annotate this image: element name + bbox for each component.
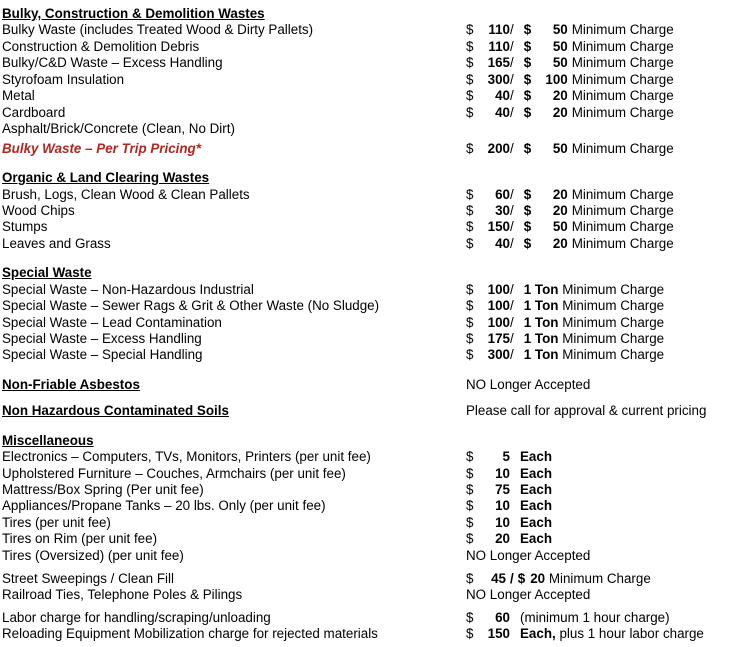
list-item xyxy=(2,202,674,219)
status-note: NO Longer Accepted xyxy=(466,377,591,392)
minimum-label: Minimum Charge xyxy=(562,315,665,330)
price-amount: 10 xyxy=(495,466,510,481)
minimum-label: Minimum Charge xyxy=(571,141,674,156)
dollar-sign: $ xyxy=(466,187,474,202)
dollar-sign: $ xyxy=(466,282,474,297)
price-amount: 200 xyxy=(487,141,510,156)
item-label: Metal xyxy=(2,88,35,103)
list-item-trip-pricing xyxy=(2,140,674,157)
list-item xyxy=(2,547,591,564)
slash: / xyxy=(510,331,514,346)
asbestos-row xyxy=(2,376,591,393)
minimum-label: Minimum Charge xyxy=(571,88,674,103)
unit-label: Each xyxy=(520,466,553,481)
dollar-sign: $ xyxy=(466,236,474,251)
price-amount: 165 xyxy=(487,55,510,70)
price-amount: 110 xyxy=(488,22,510,37)
slash: / xyxy=(510,236,514,251)
slash: / xyxy=(510,88,514,103)
price-note: (minimum 1 hour charge) xyxy=(520,610,670,625)
list-item xyxy=(2,609,670,626)
dollar-sign: $ xyxy=(466,88,474,103)
minimum-amount: 20 xyxy=(552,203,568,218)
list-item xyxy=(2,21,674,38)
unit-label: Each xyxy=(520,449,553,464)
price-amount: 40 xyxy=(495,236,510,251)
price-amount: 10 xyxy=(495,498,510,513)
dollar-sign: $ xyxy=(523,22,532,37)
price-amount: 100 xyxy=(487,315,510,330)
item-label: Asphalt/Brick/Concrete (Clean, No Dirt) xyxy=(2,121,235,136)
dollar-sign: $ xyxy=(466,449,474,464)
price-amount: 100 xyxy=(487,282,510,297)
status-note: NO Longer Accepted xyxy=(466,548,591,563)
slash: / xyxy=(510,105,514,120)
minimum-amount: 20 xyxy=(552,236,568,251)
list-item xyxy=(2,570,651,587)
list-item xyxy=(2,297,665,314)
item-label: Special Waste – Special Handling xyxy=(2,347,203,362)
price-amount: 300 xyxy=(487,347,510,362)
item-label: Tires on Rim (per unit fee) xyxy=(2,531,158,546)
minimum-amount: 50 xyxy=(552,22,568,37)
item-label: Special Waste – Non-Hazardous Industrial xyxy=(2,282,254,297)
unit-label: Each xyxy=(520,482,553,497)
price-amount: 75 xyxy=(495,482,510,497)
item-label: Bulky/C&D Waste – Excess Handling xyxy=(2,55,223,70)
slash: / xyxy=(510,315,514,330)
slash: / xyxy=(510,219,514,234)
dollar-sign: $ xyxy=(466,219,474,234)
minimum-label: Minimum Charge xyxy=(571,236,674,251)
dollar-sign: $ xyxy=(523,105,532,120)
dollar-sign: $ xyxy=(466,347,474,362)
minimum-label: Minimum Charge xyxy=(562,282,665,297)
dollar-sign: $ xyxy=(466,72,474,87)
minimum-label: Minimum Charge xyxy=(562,298,665,313)
minimum-ton: 1 Ton xyxy=(523,331,559,346)
item-label: Brush, Logs, Clean Wood & Clean Pallets xyxy=(2,187,250,202)
minimum-amount: 20 xyxy=(552,88,568,103)
slash: / xyxy=(510,571,514,586)
price-amount: 175 xyxy=(487,331,510,346)
slash: / xyxy=(510,187,514,202)
dollar-sign: $ xyxy=(466,105,474,120)
price-amount: 60 xyxy=(495,610,510,625)
list-item xyxy=(2,71,674,88)
item-label: Wood Chips xyxy=(2,203,75,218)
price-amount: 20 xyxy=(495,531,510,546)
status-note: Please call for approval & current pricing xyxy=(466,403,707,418)
minimum-amount: 20 xyxy=(552,187,568,202)
list-item xyxy=(2,218,674,235)
dollar-sign: $ xyxy=(466,466,474,481)
dollar-sign: $ xyxy=(466,39,474,54)
list-item xyxy=(2,448,553,465)
minimum-ton: 1 Ton xyxy=(523,347,559,362)
dollar-sign: $ xyxy=(523,219,532,234)
minimum-label: Minimum Charge xyxy=(571,219,674,234)
dollar-sign: $ xyxy=(466,610,474,625)
minimum-amount: 50 xyxy=(552,141,568,156)
minimum-label: Minimum Charge xyxy=(562,347,665,362)
price-amount: 100 xyxy=(487,298,510,313)
price-note: plus 1 hour labor charge xyxy=(559,626,704,641)
slash: / xyxy=(510,39,514,54)
dollar-sign: $ xyxy=(523,187,532,202)
minimum-ton: 1 Ton xyxy=(523,315,559,330)
item-label: Stumps xyxy=(2,219,48,234)
price-amount: 150 xyxy=(487,626,510,641)
list-item xyxy=(2,514,553,531)
list-item xyxy=(2,346,665,363)
item-label: Leaves and Grass xyxy=(2,236,111,251)
section-heading-asbestos: Non-Friable Asbestos xyxy=(2,377,140,392)
minimum-label: Minimum Charge xyxy=(571,105,674,120)
unit-label: Each xyxy=(520,515,553,530)
list-item xyxy=(2,38,674,55)
item-label: Street Sweepings / Clean Fill xyxy=(2,571,174,586)
item-label: Styrofoam Insulation xyxy=(2,72,125,87)
list-item xyxy=(2,186,674,203)
unit-label: Each xyxy=(520,498,553,513)
dollar-sign: $ xyxy=(466,331,474,346)
price-amount: 10 xyxy=(495,515,510,530)
soils-row xyxy=(2,402,707,419)
list-item xyxy=(2,530,553,547)
item-label: Reloading Equipment Mobilization charge for rejected materials xyxy=(2,626,378,641)
dollar-sign: $ xyxy=(523,55,532,70)
dollar-sign: $ xyxy=(523,203,532,218)
list-item xyxy=(2,87,674,104)
slash: / xyxy=(510,298,514,313)
item-label: Railroad Ties, Telephone Poles & Pilings xyxy=(2,587,243,602)
unit-label: Each, xyxy=(520,626,556,641)
dollar-sign: $ xyxy=(523,72,532,87)
dollar-sign: $ xyxy=(523,141,532,156)
item-label: Special Waste – Sewer Rags & Grit & Other Waste (No Sludge) xyxy=(2,298,380,313)
item-label: Cardboard xyxy=(2,105,66,120)
slash: / xyxy=(510,72,514,87)
item-label: Mattress/Box Spring (Per unit fee) xyxy=(2,482,204,497)
minimum-amount: 50 xyxy=(552,55,568,70)
minimum-label: Minimum Charge xyxy=(548,571,651,586)
unit-label: Each xyxy=(520,531,553,546)
section-heading-soils: Non Hazardous Contaminated Soils xyxy=(2,403,229,418)
list-item xyxy=(2,586,591,603)
slash: / xyxy=(510,282,514,297)
minimum-label: Minimum Charge xyxy=(571,203,674,218)
item-label: Tires (Oversized) (per unit fee) xyxy=(2,548,184,563)
price-amount: 150 xyxy=(487,219,510,234)
section-heading-misc: Miscellaneous xyxy=(2,433,94,448)
minimum-label: Minimum Charge xyxy=(571,39,674,54)
list-item xyxy=(2,625,704,642)
item-label: Special Waste – Excess Handling xyxy=(2,331,202,346)
price-amount: 300 xyxy=(487,72,510,87)
dollar-sign: $ xyxy=(466,203,474,218)
price-amount: 40 xyxy=(495,105,510,120)
slash: / xyxy=(510,203,514,218)
dollar-sign: $ xyxy=(466,315,474,330)
dollar-sign: $ xyxy=(466,55,474,70)
minimum-label: Minimum Charge xyxy=(571,55,674,70)
price-amount: 60 xyxy=(495,187,510,202)
price-amount: 5 xyxy=(502,449,510,464)
minimum-label: Minimum Charge xyxy=(571,22,674,37)
dollar-sign: $ xyxy=(466,531,474,546)
item-label: Bulky Waste (includes Treated Wood & Dirty Pallets) xyxy=(2,22,314,37)
dollar-sign: $ xyxy=(523,39,532,54)
slash: / xyxy=(510,22,514,37)
minimum-amount: 100 xyxy=(545,72,568,87)
item-label: Labor charge for handling/scraping/unloading xyxy=(2,610,271,625)
minimum-amount: 50 xyxy=(552,219,568,234)
item-label: Appliances/Propane Tanks – 20 lbs. Only (per unit fee) xyxy=(2,498,326,513)
list-item xyxy=(2,235,674,252)
list-item xyxy=(2,120,235,137)
section-heading-bulky: Bulky, Construction & Demolition Wastes xyxy=(2,6,265,21)
list-item xyxy=(2,497,553,514)
dollar-sign: $ xyxy=(466,626,474,641)
price-amount: 40 xyxy=(495,88,510,103)
list-item xyxy=(2,465,553,482)
price-amount: 45 xyxy=(491,571,506,586)
minimum-label: Minimum Charge xyxy=(571,72,674,87)
list-item xyxy=(2,281,665,298)
status-note: NO Longer Accepted xyxy=(466,587,591,602)
minimum-ton: 1 Ton xyxy=(523,298,559,313)
item-label: Tires (per unit fee) xyxy=(2,515,111,530)
minimum-ton: 1 Ton xyxy=(523,282,559,297)
dollar-sign: $ xyxy=(523,236,532,251)
list-item xyxy=(2,104,674,121)
price-amount: 110 xyxy=(488,39,510,54)
dollar-sign: $ xyxy=(466,22,474,37)
dollar-sign: $ xyxy=(466,515,474,530)
item-label: Special Waste – Lead Contamination xyxy=(2,315,222,330)
slash: / xyxy=(510,347,514,362)
section-heading-special: Special Waste xyxy=(2,265,92,280)
price-amount: 30 xyxy=(495,203,510,218)
minimum-label: Minimum Charge xyxy=(571,187,674,202)
slash: / xyxy=(510,141,514,156)
list-item xyxy=(2,330,665,347)
dollar-sign: $ xyxy=(466,498,474,513)
dollar-sign: $ xyxy=(523,88,532,103)
dollar-sign: $ xyxy=(466,141,474,156)
item-label: Construction & Demolition Debris xyxy=(2,39,200,54)
dollar-sign: $ xyxy=(517,571,526,586)
dollar-sign: $ xyxy=(466,298,474,313)
minimum-amount: 20 xyxy=(552,105,568,120)
list-item xyxy=(2,314,665,331)
item-label: Electronics – Computers, TVs, Monitors, Printers (per unit fee) xyxy=(2,449,371,464)
minimum-amount: 50 xyxy=(552,39,568,54)
section-heading-organic: Organic & Land Clearing Wastes xyxy=(2,170,210,185)
list-item xyxy=(2,54,674,71)
dollar-sign: $ xyxy=(466,482,474,497)
item-label: Bulky Waste – Per Trip Pricing* xyxy=(2,141,201,156)
slash: / xyxy=(510,55,514,70)
item-label: Upholstered Furniture – Couches, Armchairs (per unit fee) xyxy=(2,466,346,481)
minimum-label: Minimum Charge xyxy=(562,331,665,346)
dollar-sign: $ xyxy=(466,571,474,586)
minimum-amount: 20 xyxy=(530,571,546,586)
list-item xyxy=(2,481,553,498)
